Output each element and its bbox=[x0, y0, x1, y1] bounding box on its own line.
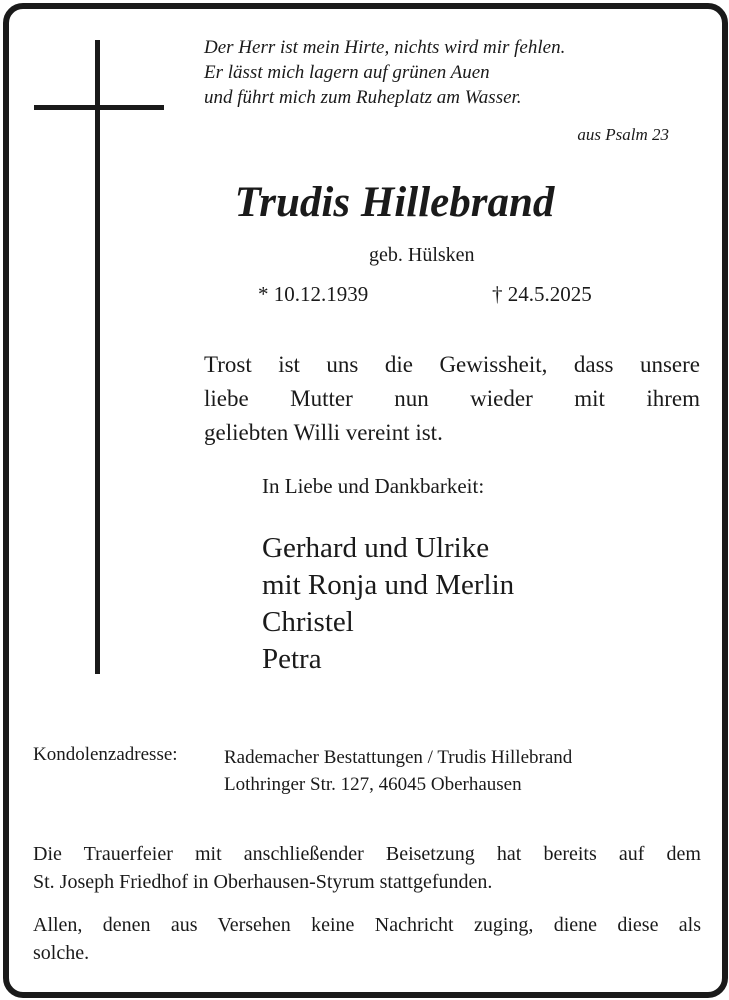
consolation-text bbox=[204, 348, 700, 450]
apology-notice bbox=[33, 911, 701, 967]
condolence-address bbox=[224, 744, 572, 798]
condolence-address-line: Rademacher Bestattungen / Trudis Hillebrand bbox=[224, 747, 573, 768]
mourners-list bbox=[262, 530, 514, 678]
deceased-name: Trudis Hillebrand bbox=[234, 179, 555, 226]
funeral-notice-line: Die Trauerfeier mit anschließender Beisetzung hat bereits auf dem bbox=[33, 843, 701, 865]
apology-notice-line: solche. bbox=[33, 942, 90, 964]
cross-vertical-beam bbox=[95, 40, 100, 674]
mourners-intro: In Liebe und Dankbarkeit: bbox=[262, 474, 485, 498]
birth-name: geb. Hülsken bbox=[369, 244, 475, 266]
psalm-line: Der Herr ist mein Hirte, nichts wird mir fehlen. bbox=[204, 37, 566, 58]
consolation-line: geliebten Willi vereint ist. bbox=[204, 420, 443, 445]
psalm-source: aus Psalm 23 bbox=[577, 125, 669, 144]
condolence-address-line: Lothringer Str. 127, 46045 Oberhausen bbox=[224, 774, 522, 795]
consolation-line: Trost ist uns die Gewissheit, dass unsere bbox=[204, 352, 700, 377]
mourner-name: Christel bbox=[262, 606, 354, 638]
condolence-label: Kondolenzadresse: bbox=[33, 744, 178, 765]
funeral-notice bbox=[33, 840, 701, 896]
cross-horizontal-beam bbox=[34, 105, 164, 110]
funeral-notice-line: St. Joseph Friedhof in Oberhausen-Styrum stattgefunden. bbox=[33, 871, 493, 893]
psalm-quote bbox=[204, 35, 565, 110]
psalm-line: Er lässt mich lagern auf grünen Auen bbox=[204, 62, 490, 83]
mourner-name: mit Ronja und Merlin bbox=[262, 569, 515, 601]
birth-date: * 10.12.1939 bbox=[258, 282, 369, 306]
death-date: † 24.5.2025 bbox=[492, 282, 592, 306]
apology-notice-line: Allen, denen aus Versehen keine Nachricht zuging, diene diese als bbox=[33, 914, 701, 936]
consolation-line: liebe Mutter nun wieder mit ihrem bbox=[204, 386, 700, 411]
psalm-line: und führt mich zum Ruheplatz am Wasser. bbox=[204, 87, 522, 108]
mourner-name: Petra bbox=[262, 643, 322, 675]
mourner-name: Gerhard und Ulrike bbox=[262, 532, 490, 564]
